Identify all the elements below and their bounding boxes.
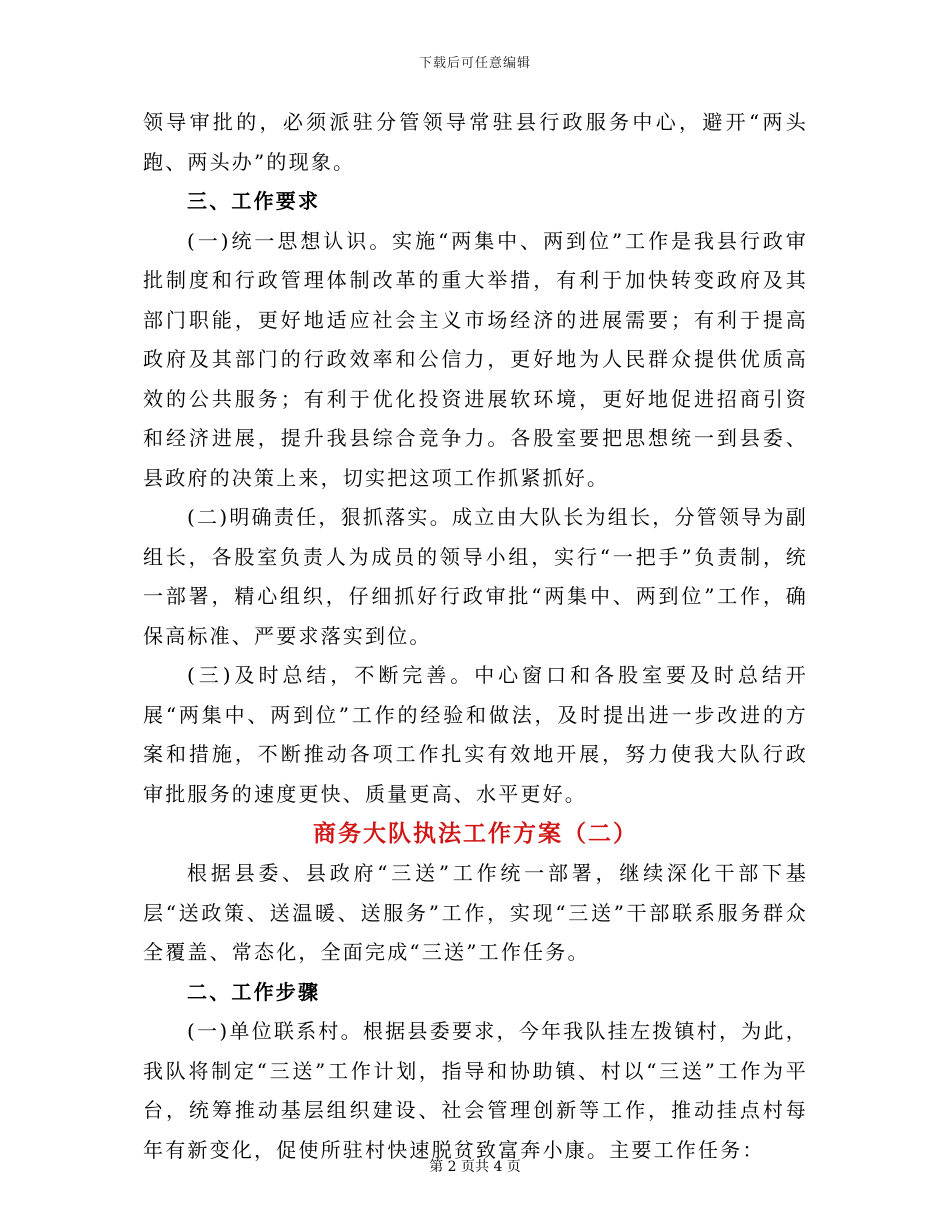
- heading-work-steps: 二、工作步骤: [187, 979, 321, 1004]
- page-footer: 第 2 页共 4 页: [429, 1159, 521, 1175]
- page-header: 下载后可任意编辑: [418, 56, 531, 71]
- paragraph-timely-summary: (三)及时总结，不断完善。中心窗口和各股室要及时总结开展“两集中、两到位”工作的经验和做法，及时提出进一步改进的方案和措施，不断推动各项工作扎实有效地开展，努力使我大队行政审批服务的速度更快、质量更高、水平更好。: [143, 663, 808, 806]
- document-body: [143, 103, 808, 1170]
- paragraph-clarify-responsibility: (二)明确责任，狠抓落实。成立由大队长为组长，分管领导为副组长，各股室负责人为成员的领导小组，实行“一把手”负责制，统一部署，精心组织，仔细抓好行政审批“两集中、两到位”工作，确保高标准、严要求落实到位。: [143, 505, 808, 648]
- paragraph-unify-thinking: (一)统一思想认识。实施“两集中、两到位”工作是我县行政审批制度和行政管理体制改革的重大举措，有利于加快转变政府及其部门职能，更好地适应社会主义市场经济的进展需要；有利于提高政府及其部门的行政效率和公信力，更好地为人民群众提供优质高效的公共服务；有利于优化投资进展软环境，更好地促进招商引资和经济进展，提升我县综合竞争力。各股室要把思想统一到县委、县政府的决策上来，切实把这项工作抓紧抓好。: [143, 228, 808, 490]
- section-title: 商务大队执法工作方案（二）: [313, 821, 638, 847]
- paragraph-intro: 根据县委、县政府“三送”工作统一部署，继续深化干部下基层“送政策、送温暖、送服务”工作，实现“三送”干部联系服务群众全覆盖、常态化，全面完成“三送”工作任务。: [143, 861, 808, 964]
- paragraph-continuation: 领导审批的，必须派驻分管领导常驻县行政服务中心，避开“两头跑、两头办”的现象。: [143, 110, 808, 174]
- paragraph-unit-contact-village: (一)单位联系村。根据县委要求，今年我队挂左拨镇村，为此，我队将制定“三送”工作计划，指导和协助镇、村以“三送”工作为平台，统筹推动基层组织建设、社会管理创新等工作，推动挂点村每年有新变化，促使所驻村快速脱贫致富奔小康。主要工作任务：: [143, 1019, 808, 1162]
- heading-work-requirements: 三、工作要求: [187, 189, 321, 213]
